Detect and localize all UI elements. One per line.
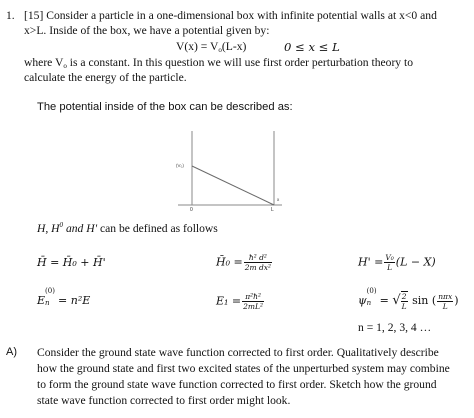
hprime-lhs: H' = bbox=[358, 255, 384, 269]
h0-fraction bbox=[244, 253, 272, 272]
graph-tick-l: L bbox=[271, 207, 274, 213]
eq-h-total: H̄ = H̄₀ + H̄' bbox=[37, 256, 106, 269]
graph-x-end-label: x bbox=[277, 197, 280, 202]
psi-paren-close: ) bbox=[454, 294, 459, 307]
part-a-line-2: how the ground state and first two excited states of the unperturbed system may combine bbox=[37, 362, 450, 375]
graph-y-label: (V₀) bbox=[176, 163, 184, 168]
hamiltonian-intro bbox=[37, 221, 218, 235]
en-lhs: E bbox=[37, 294, 46, 307]
psi-arg-num: nπx bbox=[438, 291, 453, 301]
psi-root-num: 2 bbox=[401, 292, 407, 301]
eq-h0 bbox=[216, 253, 273, 272]
psi-sub: n bbox=[366, 299, 372, 307]
sqrt-icon: √ bbox=[392, 293, 401, 308]
psi-root-fraction bbox=[401, 291, 408, 311]
eq-e1 bbox=[216, 292, 265, 311]
graph-tick-0: 0 bbox=[190, 207, 193, 213]
hprime-symbol: H' bbox=[86, 222, 98, 235]
eq-en bbox=[37, 287, 91, 307]
psi-arg-fraction bbox=[437, 292, 453, 311]
en-rhs: = n²E bbox=[58, 294, 91, 307]
psi-paren-open: ( bbox=[431, 294, 437, 307]
line4-rest: is a constant. In this question we will use first order perturbation theory to bbox=[66, 56, 414, 69]
psi-sin: sin bbox=[412, 294, 429, 307]
potential-rhs: (L-x) bbox=[221, 40, 247, 53]
h0-sup: 0 bbox=[59, 221, 64, 229]
problem-number: 1. bbox=[6, 9, 15, 22]
line4-sub: o bbox=[63, 62, 67, 70]
psi-sup: (0) bbox=[366, 287, 377, 295]
hprime-den: L bbox=[387, 263, 393, 272]
e1-den: 2mL² bbox=[243, 302, 264, 311]
potential-lhs: V(x) = V bbox=[176, 40, 219, 53]
en-sup: (0) bbox=[45, 287, 55, 295]
line4-start: where V bbox=[24, 56, 64, 69]
n-values: n = 1, 2, 3, 4 … bbox=[358, 321, 432, 334]
e1-lhs: E₁ = bbox=[216, 294, 242, 308]
en-indices bbox=[45, 287, 58, 307]
problem-line-5: calculate the energy of the particle. bbox=[24, 71, 187, 84]
hprime-rhs: (L − X) bbox=[395, 255, 436, 269]
part-a-line-3: to form the ground state wave function corrected to first order. Sketch how the ground bbox=[37, 378, 437, 391]
e1-fraction bbox=[242, 292, 264, 311]
problem-line-1: [15] Consider a particle in a one-dimensional box with infinite potential walls at x<0 and bbox=[24, 9, 437, 22]
psi-eq: = bbox=[379, 294, 389, 307]
h0-num: ħ² d² bbox=[244, 253, 272, 263]
and-text: and bbox=[63, 222, 87, 235]
part-a-line-4: state wave function corrected to first order might look. bbox=[37, 394, 291, 407]
hprime-fraction bbox=[384, 253, 394, 272]
h0-lhs: H̄₀ = bbox=[216, 255, 243, 269]
potential-sub: o bbox=[218, 46, 222, 54]
potential-domain: 0 ≤ x ≤ L bbox=[284, 40, 340, 54]
en-sub: n bbox=[45, 299, 50, 307]
intro-rest: can be defined as follows bbox=[97, 222, 218, 235]
h0-den: 2m dx² bbox=[244, 263, 272, 272]
eq-hprime bbox=[358, 253, 436, 272]
h-symbols: H, H bbox=[37, 222, 60, 235]
part-a-line-1: Consider the ground state wave function corrected to first order. Qualitatively describe bbox=[37, 346, 439, 359]
e1-num: π²ħ² bbox=[242, 292, 264, 302]
psi-lhs: ψ bbox=[358, 294, 367, 307]
psi-indices bbox=[366, 287, 380, 307]
problem-line-2: x>L. Inside of the box, we have a potential given by: bbox=[24, 24, 270, 37]
eq-psi bbox=[358, 287, 459, 311]
graph-potential-line bbox=[192, 166, 274, 205]
psi-root-den: L bbox=[401, 302, 407, 311]
psi-arg-den: L bbox=[442, 301, 448, 311]
potential-description: The potential inside of the box can be described as: bbox=[37, 101, 293, 113]
hprime-num: V₀ bbox=[385, 253, 394, 262]
part-a-label: A) bbox=[6, 346, 17, 358]
